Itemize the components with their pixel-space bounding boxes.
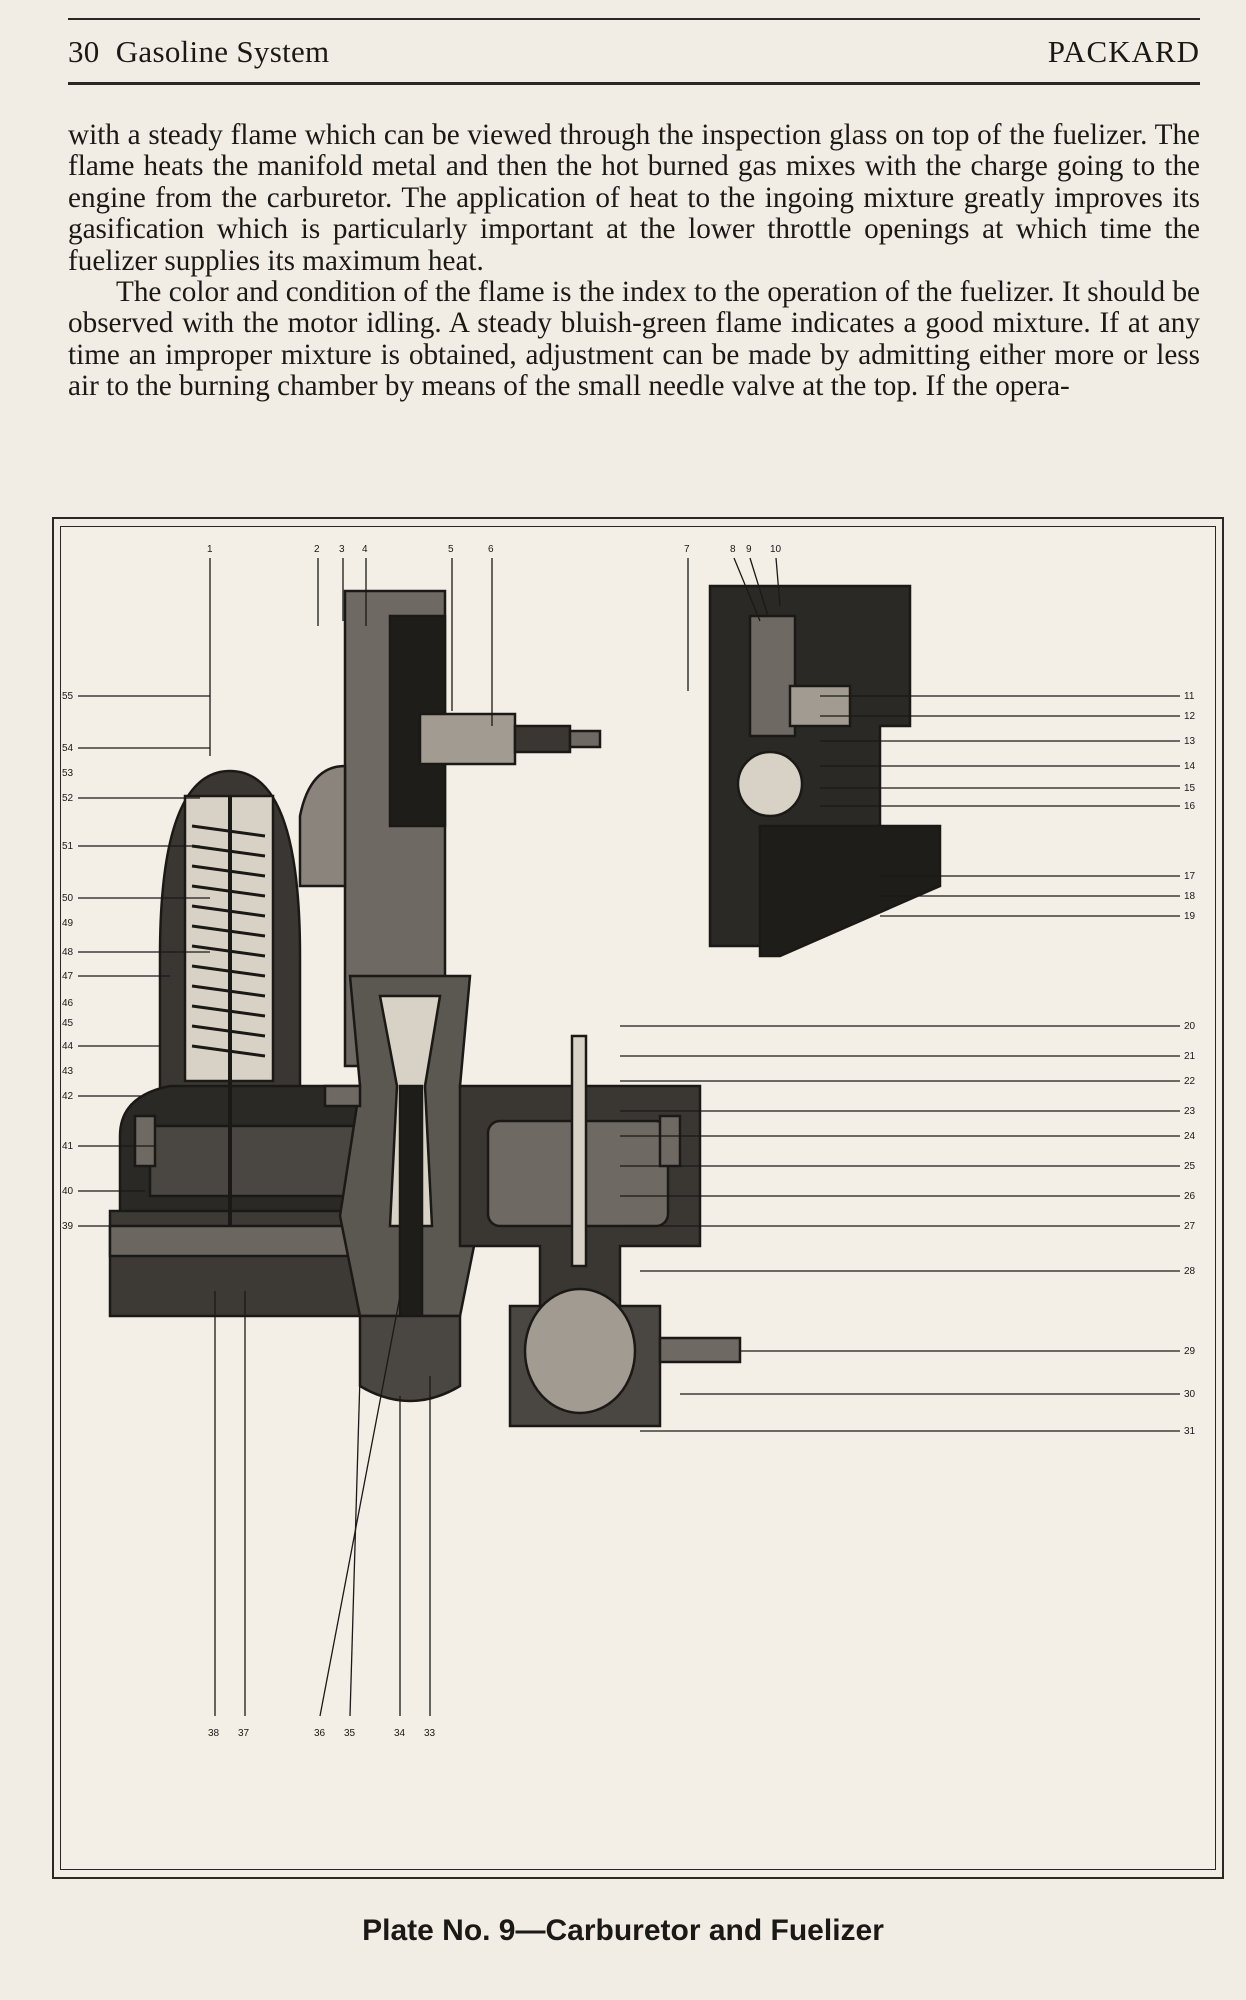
callout-45: 45	[62, 1018, 74, 1029]
callout-18: 18	[1184, 891, 1196, 902]
callout-1: 1	[207, 544, 213, 555]
callout-22: 22	[1184, 1076, 1196, 1087]
callout-4: 4	[362, 544, 368, 555]
header-top-rule	[68, 18, 1200, 20]
paragraph: with a steady flame which can be viewed through the inspection glass on top of the fuelizer. The flame heats the manifold metal and then the hot burned gas mixes with the charge going to the engine from the carburetor. The application of heat to the ingoing mixture greatly improves its gasification which is particularly important at the lower throttle openings at which time the fuelizer supplies its maximum heat.	[68, 119, 1200, 277]
callout-43: 43	[62, 1066, 74, 1077]
header-left	[68, 34, 329, 70]
callout-34: 34	[394, 1728, 406, 1739]
callout-6: 6	[488, 544, 494, 555]
callout-16: 16	[1184, 801, 1196, 812]
callout-42: 42	[62, 1091, 74, 1102]
carburetor-fuelizer-illustration	[60, 526, 1216, 1870]
callout-54: 54	[62, 743, 74, 754]
callout-53: 53	[62, 768, 74, 779]
callout-20: 20	[1184, 1021, 1196, 1032]
section-title: Gasoline System	[115, 34, 330, 69]
body-text	[68, 120, 1200, 403]
paragraph: The color and condition of the flame is the index to the operation of the fuelizer. It should be observed with the motor idling. A steady bluish-green flame indicates a good mixture. If at any time an improper mixture is obtained, adjustment can be made by admitting either more or less air to the burning chamber by means of the small needle valve at the top. If the opera-	[68, 276, 1200, 403]
callout-38: 38	[208, 1728, 220, 1739]
callout-8: 8	[730, 544, 736, 555]
callout-52: 52	[62, 793, 74, 804]
callout-30: 30	[1184, 1389, 1196, 1400]
callout-12: 12	[1184, 711, 1196, 722]
callout-10: 10	[770, 544, 782, 555]
callout-19: 19	[1184, 911, 1196, 922]
callout-13: 13	[1184, 736, 1196, 747]
callout-26: 26	[1184, 1191, 1196, 1202]
callout-47: 47	[62, 971, 74, 982]
callout-17: 17	[1184, 871, 1196, 882]
callout-33: 33	[424, 1728, 436, 1739]
callout-14: 14	[1184, 761, 1196, 772]
callout-11: 11	[1184, 691, 1195, 702]
callout-28: 28	[1184, 1266, 1196, 1277]
callout-48: 48	[62, 947, 74, 958]
callout-5: 5	[448, 544, 454, 555]
callout-23: 23	[1184, 1106, 1196, 1117]
callout-55: 55	[62, 691, 74, 702]
plate-caption: Plate No. 9—Carburetor and Fuelizer	[362, 1914, 884, 1947]
callout-31: 31	[1184, 1426, 1196, 1437]
header-bottom-rule	[68, 82, 1200, 85]
callout-27: 27	[1184, 1221, 1196, 1232]
callout-7: 7	[684, 544, 690, 555]
callout-37: 37	[238, 1728, 250, 1739]
callout-50: 50	[62, 893, 74, 904]
callout-9: 9	[746, 544, 752, 555]
callout-44: 44	[62, 1041, 74, 1052]
page-header	[68, 34, 1200, 74]
callout-36: 36	[314, 1728, 326, 1739]
callout-29: 29	[1184, 1346, 1196, 1357]
page-number: 30	[68, 34, 100, 69]
callout-39: 39	[62, 1221, 74, 1232]
callout-24: 24	[1184, 1131, 1196, 1142]
callout-21: 21	[1184, 1051, 1196, 1062]
callout-35: 35	[344, 1728, 356, 1739]
callout-40: 40	[62, 1186, 74, 1197]
callout-2: 2	[314, 544, 320, 555]
callout-41: 41	[62, 1141, 74, 1152]
callout-25: 25	[1184, 1161, 1196, 1172]
callout-46: 46	[62, 998, 74, 1009]
callout-51: 51	[62, 841, 74, 852]
brand-name: PACKARD	[1047, 34, 1200, 69]
callout-15: 15	[1184, 783, 1196, 794]
carburetor-body	[110, 586, 940, 1426]
callout-3: 3	[339, 544, 345, 555]
callout-49: 49	[62, 918, 74, 929]
